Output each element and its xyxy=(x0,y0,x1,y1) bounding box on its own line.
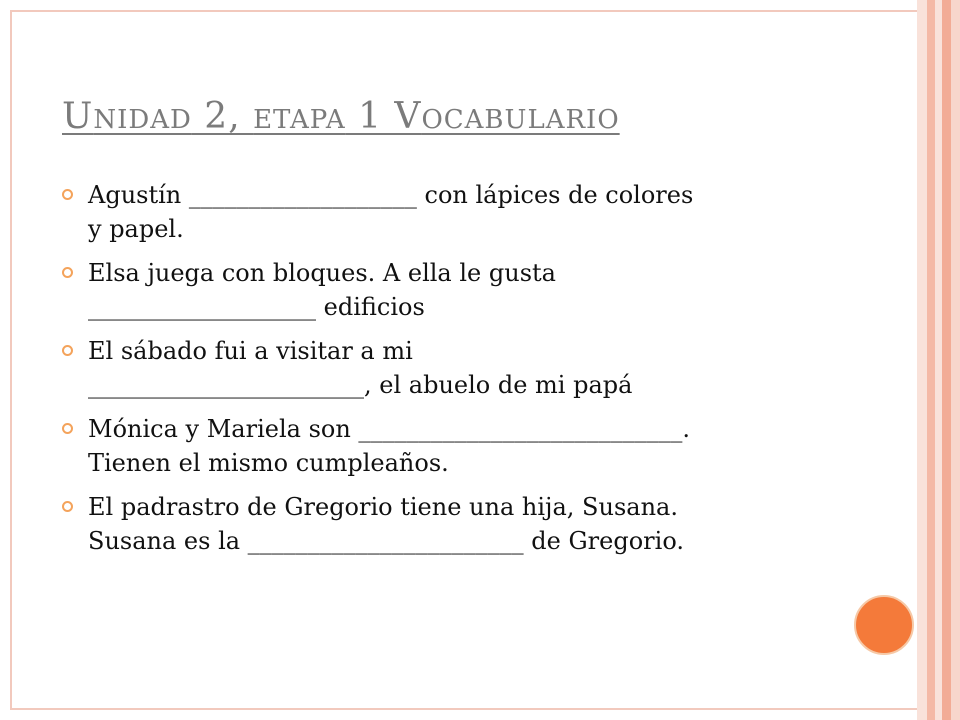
title-part: NIDAD xyxy=(93,105,192,135)
ring-bullet-icon xyxy=(62,189,73,200)
bullet-item xyxy=(62,334,822,402)
bullet-item xyxy=(62,412,822,480)
ring-bullet-icon xyxy=(62,501,73,512)
title-part: ETAPA xyxy=(253,105,346,135)
ring-bullet-icon xyxy=(62,345,73,356)
orange-circle-decoration xyxy=(854,595,914,655)
decorative-stripe xyxy=(927,0,935,720)
decorative-stripe xyxy=(951,0,960,720)
decorative-stripe xyxy=(935,0,942,720)
bullet-text: Agustín ___________________ con lápices de colores y papel. xyxy=(88,181,694,243)
bullet-text: Mónica y Mariela son ___________________________. Tienen el mismo cumpleaños. xyxy=(88,415,691,477)
title-part: OCABULARIO xyxy=(421,105,620,135)
ring-bullet-icon xyxy=(62,423,73,434)
bullet-list xyxy=(62,178,822,568)
title-text xyxy=(62,96,620,137)
title-part: 2, xyxy=(191,96,254,137)
bullet-item xyxy=(62,256,822,324)
bullet-text: El sábado fui a visitar a mi _______________________, el abuelo de mi papá xyxy=(88,337,633,399)
bullet-item xyxy=(62,178,822,246)
decorative-stripe xyxy=(917,0,927,720)
ring-bullet-icon xyxy=(62,267,73,278)
bullet-text: Elsa juega con bloques. A ella le gusta ___________________ edificios xyxy=(88,259,556,321)
bullet-item xyxy=(62,490,822,558)
decorative-stripe xyxy=(942,0,951,720)
bullet-text: El padrastro de Gregorio tiene una hija, Susana. Susana es la _______________________ de Gregorio. xyxy=(88,493,684,555)
title-part: U xyxy=(62,96,94,137)
slide-title xyxy=(62,96,620,137)
title-part: 1 V xyxy=(345,96,422,137)
